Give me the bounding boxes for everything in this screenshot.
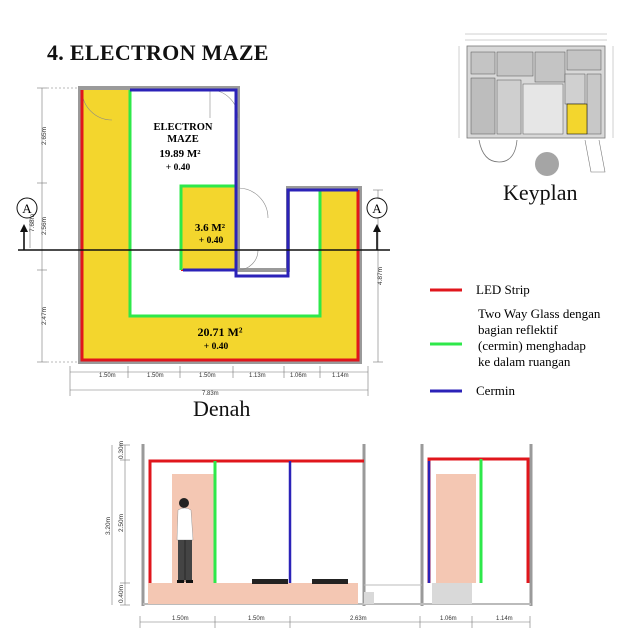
section-floor-platform	[148, 583, 358, 604]
keyplan-label: Keyplan	[503, 180, 578, 205]
plan-dim-total: 7.83m	[202, 391, 219, 397]
legend-glass-line-1: Two Way Glass dengan	[478, 306, 601, 321]
section-panel-right	[436, 474, 476, 583]
legend-glass-line-4: ke dalam ruangan	[478, 354, 571, 369]
section-marker-right-label: A	[372, 201, 382, 216]
room-area-3-tolerance: + 0.40	[203, 342, 229, 352]
section-floor-step	[364, 592, 374, 604]
room-name-line2: MAZE	[167, 134, 199, 145]
room-area-1: 19.89 M²	[159, 148, 201, 160]
plan-label: Denah	[193, 396, 251, 421]
plan-dim-right: 4.87m	[377, 266, 384, 285]
plan-dim-bottom-2: 1.50m	[147, 373, 164, 379]
section-marker-left-label: A	[22, 201, 32, 216]
legend-mirror-label: Cermin	[476, 383, 515, 398]
legend-glass-line-2: bagian reflektif	[478, 322, 558, 337]
section-dim-left-2: 2.50m	[118, 513, 125, 532]
section-dim-left-1: 0.30m	[118, 440, 125, 459]
room-name-line1: ELECTRON	[153, 122, 213, 133]
plan-dim-bottom-3: 1.50m	[199, 373, 216, 379]
legend-glass-line-3: (cermin) menghadap	[478, 338, 586, 353]
section-dim-bottom-3: 2.63m	[350, 616, 367, 622]
section-floor-right	[432, 583, 472, 604]
section-dim-bottom-4: 1.06m	[440, 616, 457, 622]
room-area-2-tolerance: + 0.40	[198, 236, 224, 246]
plan-dim-bottom-5: 1.06m	[290, 373, 307, 379]
plan-dim-left-1: 2.65m	[41, 126, 48, 145]
plan-dim-left-small: 7.68m	[29, 213, 36, 232]
floor-light-1	[252, 579, 288, 584]
legend-led-label: LED Strip	[476, 282, 530, 297]
section-dim-left-3: 0.40m	[118, 584, 125, 603]
section-dim-bottom-1: 1.50m	[172, 616, 189, 622]
plan-dim-bottom-1: 1.50m	[99, 373, 116, 379]
room-area-2: 3.6 M²	[194, 222, 226, 234]
room-area-3: 20.71 M²	[197, 325, 243, 339]
plan-dim-bottom-4: 1.13m	[249, 373, 266, 379]
human-figure	[177, 498, 193, 583]
plan-dim-bottom-6: 1.14m	[332, 373, 349, 379]
floor-light-2	[312, 579, 348, 584]
page-title: 4. ELECTRON MAZE	[47, 40, 269, 65]
section-dim-left-total: 3.20m	[105, 516, 112, 535]
plan-dim-left-2: 2.56m	[41, 216, 48, 235]
room-area-1-tolerance: + 0.40	[165, 163, 191, 173]
section-dim-bottom-2: 1.50m	[248, 616, 265, 622]
plan-dim-left-3: 2.47m	[41, 306, 48, 325]
section-dim-bottom-5: 1.14m	[496, 616, 513, 622]
